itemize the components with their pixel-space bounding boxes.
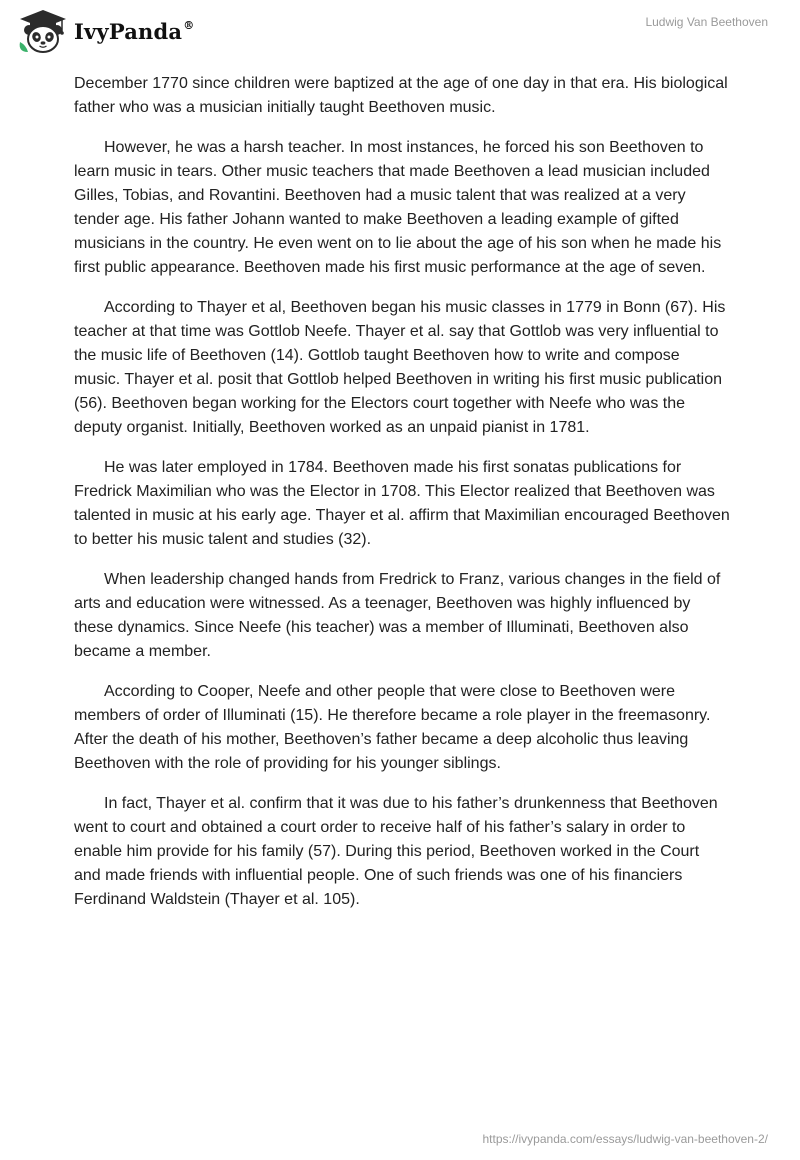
brand-name: IvyPanda® xyxy=(74,18,195,44)
paragraph: In fact, Thayer et al. confirm that it was due to his father’s drunkenness that Beethoven went to court and obtained a court order to receive half of his father’s salary in order to enable him provide for his family (57). During this period, Beethoven worked in the Court and made friends with influential people. One of such friends was one of his financiers Ferdinand Waldstein (Thayer et al. 105). xyxy=(74,795,718,908)
brand-logo[interactable] xyxy=(16,8,194,54)
page-header xyxy=(0,0,800,66)
paragraph: When leadership changed hands from Fredrick to Franz, various changes in the field of arts and education were witnessed. As a teenager, Beethoven was highly influenced by these dynamics. Since Neefe (his teacher) was a member of Illuminati, Beethoven also became a member. xyxy=(74,571,721,660)
document-title: Ludwig Van Beethoven xyxy=(645,15,768,29)
paragraph: According to Cooper, Neefe and other people that were close to Beethoven were members of order of Illuminati (15). He therefore became a role player in the freemasonry. After the death of his mother, Beethoven’s father became a deep alcoholic thus leaving Beethoven with the role of providing for his younger siblings. xyxy=(74,683,711,772)
paragraph: December 1770 since children were baptized at the age of one day in that era. His biological father who was a musician initially taught Beethoven music. xyxy=(74,75,728,116)
panda-graduate-icon xyxy=(16,8,70,54)
paragraph: According to Thayer et al, Beethoven began his music classes in 1779 in Bonn (67). His teacher at that time was Gottlob Neefe. Thayer et al. say that Gottlob was very influential to the music life of Beethoven (14). Gottlob taught Beethoven how to write and compose music. Thayer et al. posit that Gottlob helped Beethoven in writing his first music publication (56). Beethoven began working for the Electors court together with Neefe who was the deputy organist. Initially, Beethoven worked as an unpaid pianist in 1781. xyxy=(74,299,726,436)
source-url[interactable]: https://ivypanda.com/essays/ludwig-van-beethoven-2/ xyxy=(482,1132,768,1146)
paragraph: He was later employed in 1784. Beethoven made his first sonatas publications for Fredrick Maximilian who was the Elector in 1708. This Elector realized that Beethoven was talented in music at his early age. Thayer et al. affirm that Maximilian encouraged Beethoven to better his music talent and studies (32). xyxy=(74,459,730,548)
essay-body xyxy=(74,72,730,928)
paragraph: However, he was a harsh teacher. In most instances, he forced his son Beethoven to learn music in tears. Other music teachers that made Beethoven a lead musician included Gilles, Tobias, and Rovantini. Beethoven had a music talent that was realized at a very tender age. His father Johann wanted to make Beethoven a leading example of gifted musicians in the country. He even went on to lie about the age of his son when he made his first public appearance. Beethoven made his first music performance at the age of seven. xyxy=(74,139,722,276)
